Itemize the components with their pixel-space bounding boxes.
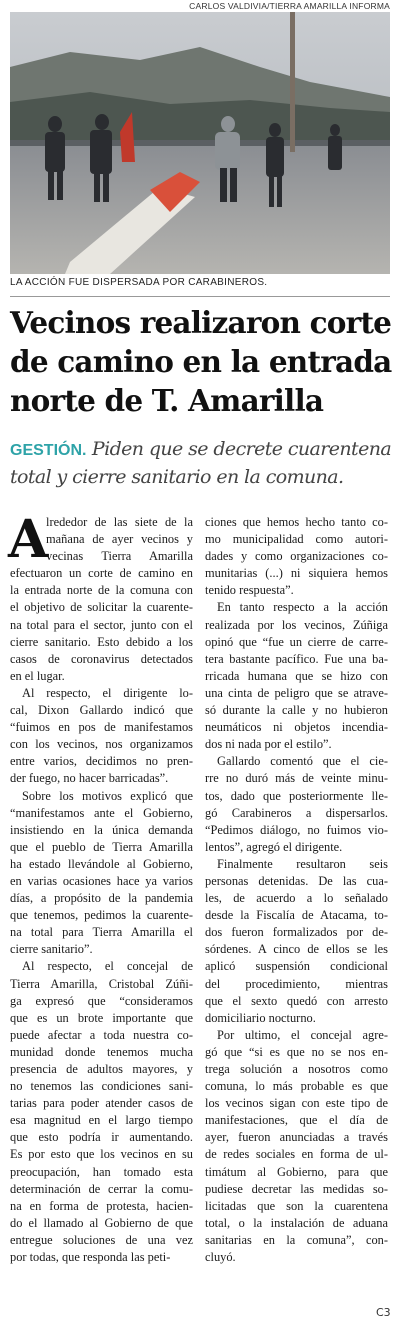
deck-text: Piden que se decrete cuarentena	[91, 438, 392, 460]
body-text-line: sanitarias en la comuna”, con-	[205, 1232, 388, 1247]
body-text-line: na en forma de protesta, hacien-	[10, 1198, 193, 1213]
body-text-line: na total para el sector, junto con el	[10, 617, 193, 632]
body-text-line: Finalmente resultaron seis	[217, 856, 388, 871]
body-text-line: dos fueron formalizados por de-	[205, 925, 388, 940]
body-text-line: Por ultimo, el concejal agre-	[217, 1027, 388, 1042]
body-text-line: ha estado llevándole al Gobierno,	[10, 856, 193, 871]
body-text-line: no tenemos las condiciones sani-	[10, 1079, 193, 1094]
body-column-left	[8, 509, 193, 1266]
body-text-line: puede afectar a toda nuestra co-	[10, 1027, 193, 1042]
body-text-line: mañana de ayer vecinos y	[46, 532, 193, 547]
body-text-line: Tierra Amarilla, Cristobal Zúñi-	[10, 976, 193, 991]
body-text-line: “Pedimos diálogo, no fuimos vio-	[205, 822, 388, 837]
body-text-line: cierre sanitario. Esto debido a los	[10, 634, 193, 649]
body-text-line: gó que “si es que no se nos en-	[205, 1044, 388, 1059]
body-text-line: desde la Fiscalía de Atacama, to-	[205, 908, 388, 923]
body-text-line: efectuaron un corte de camino en	[10, 566, 193, 581]
body-text-line: munitarias (...) ni siquiera hemos	[205, 566, 388, 581]
deck	[10, 436, 395, 491]
headline	[10, 303, 395, 420]
body-text-line: en varias ocasiones hace ya varios	[10, 873, 193, 888]
body-text-line: rricada humana que se hizo con	[205, 668, 388, 683]
body-text-line: comuna, lo más probable es que	[205, 1079, 388, 1094]
body-text-line: “manifestamos ante el Gobierno,	[10, 805, 193, 820]
body-text-line: insistiendo en la única demanda	[10, 822, 193, 837]
body-text-line: por todas, que responda las peti-	[10, 1250, 171, 1265]
body-text-line: Al respecto, el concejal de	[22, 959, 193, 974]
headline-line: Vecinos realizaron corte	[10, 305, 392, 340]
body-text-line: en el lugar.	[10, 668, 65, 683]
headline-line: norte de T. Amarilla	[10, 383, 324, 418]
news-photo	[10, 12, 390, 274]
drop-cap: A	[8, 509, 49, 570]
body-text-line: les, de acuerdo a lo señalado	[205, 891, 388, 906]
body-text-line: Es por esto que los vecinos en su	[10, 1147, 193, 1162]
body-text-line: aplicó suspensión condicional	[205, 959, 388, 974]
body-text-line: En tanto respecto a la acción	[217, 600, 388, 615]
body-text-line: licitadas que son la cuarentena	[205, 1198, 388, 1213]
body-text-line: rre no duró más de veinte minu-	[205, 771, 388, 786]
body-text-line: con los vecinos, nos organizamos	[10, 737, 193, 752]
body-text-line: manifestaciones, que el día de	[205, 1113, 388, 1128]
body-text-line: que tenemos, pedimos la cuarente-	[10, 908, 193, 923]
body-text-line: que el sexto quedó con arresto	[205, 993, 388, 1008]
body-text-line: que el pueblo de Tierra Amarilla	[10, 839, 193, 854]
body-text-line: los vecinos sigan con este tipo de	[205, 1096, 388, 1111]
body-text-line: só durante la calle y no hubieron	[205, 703, 388, 718]
body-text-line: pudiese decretar las medidas so-	[205, 1181, 388, 1196]
body-text-line: tarias para poder atender casos de	[10, 1096, 193, 1111]
body-text-line: lrededor de las siete de la	[46, 515, 193, 529]
body-text-line: el objetivo de solicitar la cuarente-	[10, 600, 193, 615]
headline-line: de camino en la entrada	[10, 344, 392, 379]
body-text-line: entregue soluciones de una vez	[10, 1232, 193, 1247]
body-text-line: esa magnitud en el largo tiempo	[10, 1113, 193, 1128]
body-text-line: determinación de cerrar la comu-	[10, 1181, 193, 1196]
body-text-line: Gallardo comentó que el cie-	[217, 754, 388, 769]
caption-divider	[10, 296, 390, 297]
body-text-line: lentos”, agregó el dirigente.	[205, 839, 343, 854]
body-text-line: Al respecto, el dirigente lo-	[22, 685, 193, 700]
body-text-line: neumáticos ni objetos incendia-	[205, 720, 388, 735]
section-kicker: GESTIÓN.	[10, 442, 87, 459]
body-text-line: presencia de adultos mayores, y	[10, 1062, 193, 1076]
body-text-line: dos ni nada por el estilo”.	[205, 737, 332, 752]
body-text-line: dades y como organizaciones co-	[205, 549, 388, 564]
body-text-line: que es un brote importante que	[10, 1010, 193, 1025]
body-text-line: “fuimos en pos de manifestamos	[10, 720, 193, 735]
body-text-line: munidad donde tenemos mucha	[10, 1044, 193, 1059]
body-text-line: ga expresó que “consideramos	[10, 993, 193, 1008]
body-text-line: total, o la instalación de aduana	[205, 1215, 388, 1230]
road-blockade-photo	[10, 12, 390, 274]
body-text-line: tos, dado que posteriormente lle-	[205, 788, 388, 803]
body-text-line: trega solución a nosotros como	[205, 1062, 388, 1076]
body-text-line: tera bastante pacífico. Fue una ba-	[205, 651, 388, 666]
body-text-line: timátum al Gobierno, para que	[205, 1164, 388, 1179]
body-text-line: gó Carabineros a dispersarlos.	[205, 805, 388, 820]
body-text-line: sórdenes. A cinco de ellos se les	[205, 942, 388, 957]
body-text-line: entre varios, decidimos no pren-	[10, 754, 193, 769]
body-text-line: la entrada norte de la comuna con	[10, 583, 193, 598]
body-text-line: del procedimiento, mientras	[205, 976, 388, 991]
body-text-line: ciones que hemos hecho tanto co-	[205, 515, 388, 529]
deck-text: total y cierre sanitario en la comuna.	[10, 466, 344, 488]
body-text-line: Sobre los motivos explicó que	[22, 788, 193, 803]
body-text-line: casos de coronavirus detectados	[10, 651, 193, 666]
body-text-line: domiciliario nocturno.	[205, 1010, 316, 1025]
body-text-line: realizada por los vecinos, Zúñiga	[205, 617, 388, 632]
body-text-line: que esto podría ir aumentando.	[10, 1130, 193, 1145]
photo-caption: LA ACCIÓN FUE DISPERSADA POR CARABINEROS.	[10, 277, 268, 288]
body-text-line: cluyó.	[205, 1250, 236, 1265]
body-text-line: opinó que “fue un cierre de carre-	[205, 634, 388, 649]
body-text-line: mo municipalidad como autori-	[205, 532, 388, 547]
body-text-line: tenido respuesta”.	[205, 583, 294, 598]
body-text-line: preocupación, han tomado esta	[10, 1164, 193, 1179]
photo-credit: CARLOS VALDIVIA/TIERRA AMARILLA INFORMA	[189, 1, 390, 11]
body-text-line: cierre sanitario”.	[10, 942, 93, 957]
body-text-line: der fuego, no hacer barricadas”.	[10, 771, 169, 786]
body-text-line: personas detenidas. De las cua-	[205, 873, 388, 888]
body-text-line: na total para Tierra Amarilla el	[10, 925, 193, 940]
body-text-line: días, a propósito de la pandemia	[10, 891, 193, 906]
body-text-line: do el llamado al Gobierno de que	[10, 1215, 193, 1230]
end-mark: C3	[376, 1306, 391, 1319]
body-text-line: cal, Dixon Gallardo indicó que	[10, 703, 193, 718]
body-text-line: de redes sociales en forma de ul-	[205, 1147, 388, 1162]
body-text-line: una cinta de peligro que se atrave-	[205, 685, 388, 700]
body-text-line: vecinas Tierra Amarilla	[46, 549, 193, 564]
body-text-line: ayer, fueron anunciadas a través	[205, 1130, 388, 1145]
body-column-right	[205, 514, 388, 1266]
